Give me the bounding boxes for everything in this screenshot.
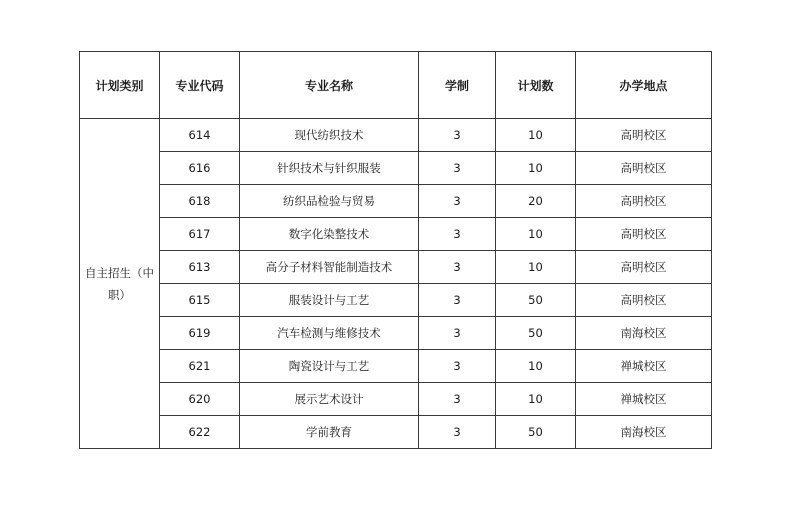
major-name-cell: 纺织品检验与贸易 bbox=[240, 185, 419, 218]
header-duration: 学制 bbox=[419, 52, 496, 119]
major-name-cell: 服装设计与工艺 bbox=[240, 284, 419, 317]
campus-cell: 高明校区 bbox=[576, 152, 712, 185]
campus-cell: 高明校区 bbox=[576, 218, 712, 251]
table-row bbox=[80, 284, 712, 317]
duration-cell: 3 bbox=[419, 350, 496, 383]
duration-cell: 3 bbox=[419, 218, 496, 251]
campus-cell: 南海校区 bbox=[576, 317, 712, 350]
plan-count-cell: 10 bbox=[496, 350, 576, 383]
duration-cell: 3 bbox=[419, 185, 496, 218]
header-major-code: 专业代码 bbox=[160, 52, 240, 119]
plan-count-cell: 10 bbox=[496, 218, 576, 251]
major-name-cell: 针织技术与针织服装 bbox=[240, 152, 419, 185]
table-row bbox=[80, 251, 712, 284]
major-code-cell: 617 bbox=[160, 218, 240, 251]
plan-count-cell: 10 bbox=[496, 251, 576, 284]
campus-cell: 高明校区 bbox=[576, 284, 712, 317]
major-code-cell: 613 bbox=[160, 251, 240, 284]
major-code-cell: 621 bbox=[160, 350, 240, 383]
major-name-cell: 展示艺术设计 bbox=[240, 383, 419, 416]
header-plan-category: 计划类别 bbox=[80, 52, 160, 119]
duration-cell: 3 bbox=[419, 152, 496, 185]
duration-cell: 3 bbox=[419, 416, 496, 449]
plan-count-cell: 10 bbox=[496, 152, 576, 185]
duration-cell: 3 bbox=[419, 251, 496, 284]
header-major-name: 专业名称 bbox=[240, 52, 419, 119]
major-code-cell: 618 bbox=[160, 185, 240, 218]
duration-cell: 3 bbox=[419, 119, 496, 152]
table-row bbox=[80, 152, 712, 185]
major-code-cell: 615 bbox=[160, 284, 240, 317]
major-code-cell: 622 bbox=[160, 416, 240, 449]
plan-count-cell: 10 bbox=[496, 119, 576, 152]
table-row bbox=[80, 350, 712, 383]
duration-cell: 3 bbox=[419, 383, 496, 416]
plan-count-cell: 20 bbox=[496, 185, 576, 218]
table-row bbox=[80, 218, 712, 251]
major-code-cell: 616 bbox=[160, 152, 240, 185]
major-name-cell: 陶瓷设计与工艺 bbox=[240, 350, 419, 383]
table-body bbox=[80, 119, 712, 449]
table-row bbox=[80, 416, 712, 449]
table-header-row bbox=[80, 52, 712, 119]
enrollment-plan-table bbox=[79, 51, 712, 449]
table-row bbox=[80, 185, 712, 218]
major-name-cell: 高分子材料智能制造技术 bbox=[240, 251, 419, 284]
major-code-cell: 620 bbox=[160, 383, 240, 416]
table-row bbox=[80, 383, 712, 416]
plan-count-cell: 50 bbox=[496, 416, 576, 449]
duration-cell: 3 bbox=[419, 317, 496, 350]
major-name-cell: 汽车检测与维修技术 bbox=[240, 317, 419, 350]
plan-category-cell: 自主招生（中职） bbox=[80, 119, 160, 449]
header-campus: 办学地点 bbox=[576, 52, 712, 119]
campus-cell: 高明校区 bbox=[576, 251, 712, 284]
plan-count-cell: 10 bbox=[496, 383, 576, 416]
table-row bbox=[80, 317, 712, 350]
campus-cell: 禅城校区 bbox=[576, 383, 712, 416]
campus-cell: 南海校区 bbox=[576, 416, 712, 449]
table-row bbox=[80, 119, 712, 152]
header-plan-count: 计划数 bbox=[496, 52, 576, 119]
enrollment-plan-sheet bbox=[79, 51, 712, 449]
campus-cell: 高明校区 bbox=[576, 119, 712, 152]
major-name-cell: 学前教育 bbox=[240, 416, 419, 449]
campus-cell: 禅城校区 bbox=[576, 350, 712, 383]
major-name-cell: 现代纺织技术 bbox=[240, 119, 419, 152]
major-code-cell: 619 bbox=[160, 317, 240, 350]
major-name-cell: 数字化染整技术 bbox=[240, 218, 419, 251]
plan-count-cell: 50 bbox=[496, 317, 576, 350]
campus-cell: 高明校区 bbox=[576, 185, 712, 218]
plan-count-cell: 50 bbox=[496, 284, 576, 317]
major-code-cell: 614 bbox=[160, 119, 240, 152]
duration-cell: 3 bbox=[419, 284, 496, 317]
